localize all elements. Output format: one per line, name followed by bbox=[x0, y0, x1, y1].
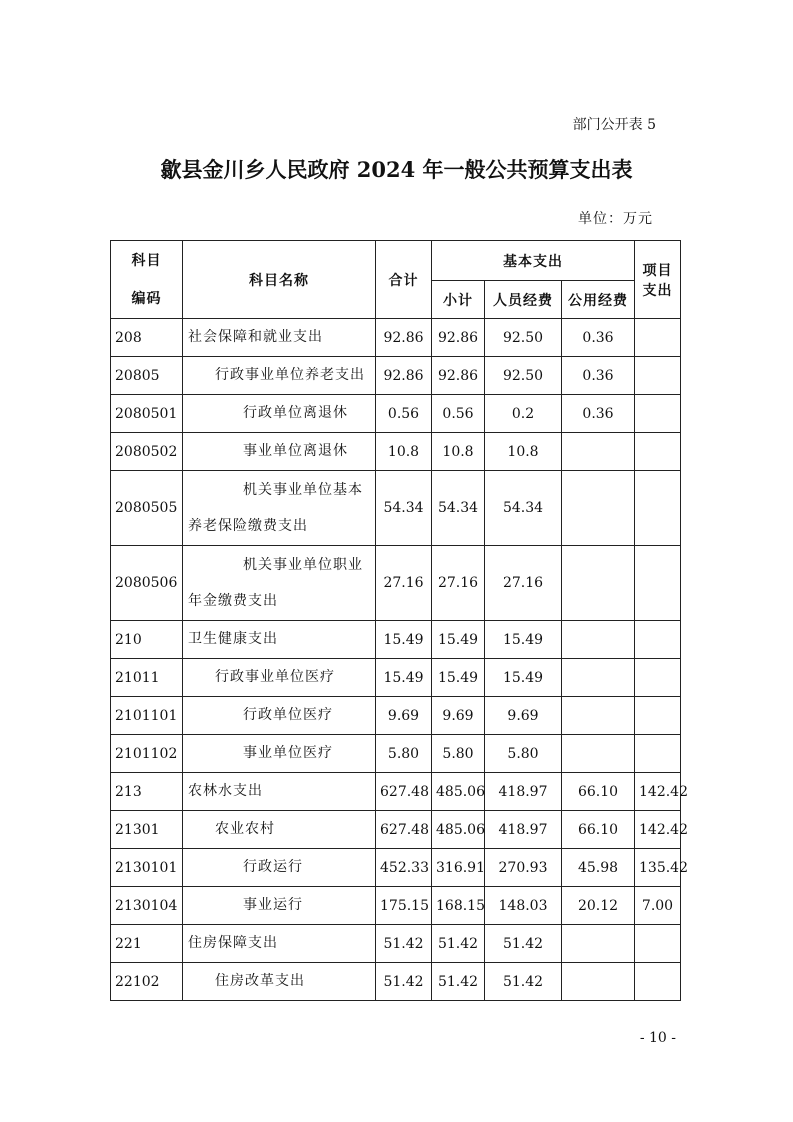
header-code-line1: 科目 bbox=[131, 252, 162, 269]
cell-project bbox=[635, 963, 681, 1001]
cell-personnel: 27.16 bbox=[485, 546, 562, 621]
cell-personnel: 15.49 bbox=[485, 621, 562, 659]
header-code bbox=[111, 241, 183, 319]
table-row bbox=[111, 433, 681, 471]
cell-name: 行政运行 bbox=[183, 849, 376, 887]
cell-public: 0.36 bbox=[562, 357, 635, 395]
cell-subtotal: 316.91 bbox=[432, 849, 485, 887]
cell-project bbox=[635, 357, 681, 395]
cell-name: 事业单位医疗 bbox=[183, 735, 376, 773]
cell-total: 452.33 bbox=[376, 849, 432, 887]
cell-code: 2080501 bbox=[111, 395, 183, 433]
cell-project bbox=[635, 433, 681, 471]
header-project: 项目支出 bbox=[635, 241, 681, 319]
cell-code: 21301 bbox=[111, 811, 183, 849]
cell-total: 92.86 bbox=[376, 319, 432, 357]
cell-code: 20805 bbox=[111, 357, 183, 395]
cell-project bbox=[635, 621, 681, 659]
header-basic: 基本支出 bbox=[432, 241, 635, 281]
table-row bbox=[111, 735, 681, 773]
cell-name: 住房改革支出 bbox=[183, 963, 376, 1001]
cell-subtotal: 51.42 bbox=[432, 925, 485, 963]
cell-personnel: 51.42 bbox=[485, 925, 562, 963]
cell-project bbox=[635, 471, 681, 546]
cell-name: 住房保障支出 bbox=[183, 925, 376, 963]
header-name: 科目名称 bbox=[183, 241, 376, 319]
cell-personnel: 270.93 bbox=[485, 849, 562, 887]
cell-total: 51.42 bbox=[376, 925, 432, 963]
cell-personnel: 0.2 bbox=[485, 395, 562, 433]
cell-subtotal: 9.69 bbox=[432, 697, 485, 735]
cell-code: 2080505 bbox=[111, 471, 183, 546]
table-row bbox=[111, 319, 681, 357]
cell-project: 7.00 bbox=[635, 887, 681, 925]
page-title: 歙县金川乡人民政府 2024 年一般公共预算支出表 bbox=[160, 157, 633, 182]
cell-name: 行政单位医疗 bbox=[183, 697, 376, 735]
cell-subtotal: 54.34 bbox=[432, 471, 485, 546]
cell-name: 行政事业单位养老支出 bbox=[183, 357, 376, 395]
header-row-top bbox=[111, 241, 681, 281]
cell-public bbox=[562, 621, 635, 659]
cell-project bbox=[635, 925, 681, 963]
cell-personnel: 54.34 bbox=[485, 471, 562, 546]
cell-code: 210 bbox=[111, 621, 183, 659]
cell-code: 213 bbox=[111, 773, 183, 811]
table-body bbox=[111, 319, 688, 1001]
cell-name: 事业单位离退休 bbox=[183, 433, 376, 471]
cell-total: 627.48 bbox=[376, 773, 432, 811]
cell-total: 10.8 bbox=[376, 433, 432, 471]
cell-code: 21011 bbox=[111, 659, 183, 697]
cell-name-line1: 机关事业单位职业 bbox=[243, 557, 363, 573]
unit-label: 单位：万元 bbox=[578, 211, 653, 227]
table-row bbox=[111, 887, 681, 925]
cell-total: 92.86 bbox=[376, 357, 432, 395]
cell-project bbox=[635, 697, 681, 735]
cell-name-line2: 年金缴费支出 bbox=[188, 593, 278, 609]
table-row bbox=[111, 659, 681, 697]
budget-table bbox=[110, 240, 688, 1001]
cell-code: 2080502 bbox=[111, 433, 183, 471]
cell-personnel: 418.97 bbox=[485, 811, 562, 849]
cell-total: 54.34 bbox=[376, 471, 432, 546]
cell-subtotal: 92.86 bbox=[432, 357, 485, 395]
cell-personnel: 92.50 bbox=[485, 357, 562, 395]
cell-code: 2101102 bbox=[111, 735, 183, 773]
cell-name: 事业运行 bbox=[183, 887, 376, 925]
cell-code: 221 bbox=[111, 925, 183, 963]
cell-name bbox=[183, 546, 376, 621]
cell-personnel: 92.50 bbox=[485, 319, 562, 357]
table-row bbox=[111, 621, 681, 659]
cell-public: 0.36 bbox=[562, 319, 635, 357]
cell-personnel: 10.8 bbox=[485, 433, 562, 471]
cell-public: 0.36 bbox=[562, 395, 635, 433]
table-row bbox=[111, 546, 681, 621]
cell-subtotal: 15.49 bbox=[432, 621, 485, 659]
header-code-line2: 编码 bbox=[131, 290, 162, 307]
cell-project: 142.42 bbox=[635, 773, 681, 811]
cell-name: 社会保障和就业支出 bbox=[183, 319, 376, 357]
cell-subtotal: 5.80 bbox=[432, 735, 485, 773]
cell-public bbox=[562, 963, 635, 1001]
header-total: 合计 bbox=[376, 241, 432, 319]
cell-public bbox=[562, 546, 635, 621]
cell-code: 2080506 bbox=[111, 546, 183, 621]
table-row bbox=[111, 395, 681, 433]
cell-total: 15.49 bbox=[376, 621, 432, 659]
cell-name bbox=[183, 471, 376, 546]
cell-project bbox=[635, 395, 681, 433]
cell-subtotal: 485.06 bbox=[432, 773, 485, 811]
cell-public: 66.10 bbox=[562, 773, 635, 811]
cell-project bbox=[635, 735, 681, 773]
cell-public bbox=[562, 697, 635, 735]
cell-personnel: 148.03 bbox=[485, 887, 562, 925]
header-personnel: 人员经费 bbox=[485, 281, 562, 319]
cell-public: 45.98 bbox=[562, 849, 635, 887]
cell-personnel: 15.49 bbox=[485, 659, 562, 697]
cell-total: 51.42 bbox=[376, 963, 432, 1001]
cell-project bbox=[635, 659, 681, 697]
table-row bbox=[111, 773, 681, 811]
cell-name: 卫生健康支出 bbox=[183, 621, 376, 659]
cell-personnel: 418.97 bbox=[485, 773, 562, 811]
cell-name: 农业农村 bbox=[183, 811, 376, 849]
cell-total: 0.56 bbox=[376, 395, 432, 433]
cell-total: 5.80 bbox=[376, 735, 432, 773]
cell-public bbox=[562, 735, 635, 773]
cell-public bbox=[562, 659, 635, 697]
table-row bbox=[111, 849, 681, 887]
cell-subtotal: 92.86 bbox=[432, 319, 485, 357]
cell-subtotal: 27.16 bbox=[432, 546, 485, 621]
cell-project bbox=[635, 546, 681, 621]
cell-code: 2101101 bbox=[111, 697, 183, 735]
cell-total: 15.49 bbox=[376, 659, 432, 697]
cell-code: 208 bbox=[111, 319, 183, 357]
cell-subtotal: 10.8 bbox=[432, 433, 485, 471]
cell-public: 66.10 bbox=[562, 811, 635, 849]
cell-name: 农林水支出 bbox=[183, 773, 376, 811]
cell-code: 2130101 bbox=[111, 849, 183, 887]
cell-subtotal: 15.49 bbox=[432, 659, 485, 697]
cell-project bbox=[635, 319, 681, 357]
cell-total: 175.15 bbox=[376, 887, 432, 925]
cell-total: 627.48 bbox=[376, 811, 432, 849]
page-tag: 部门公开表 5 bbox=[572, 117, 656, 133]
table-row bbox=[111, 963, 681, 1001]
cell-total: 27.16 bbox=[376, 546, 432, 621]
table-row bbox=[111, 471, 681, 546]
cell-name: 行政事业单位医疗 bbox=[183, 659, 376, 697]
cell-subtotal: 168.15 bbox=[432, 887, 485, 925]
cell-subtotal: 0.56 bbox=[432, 395, 485, 433]
table-row bbox=[111, 357, 681, 395]
cell-public bbox=[562, 471, 635, 546]
cell-public bbox=[562, 925, 635, 963]
cell-code: 2130104 bbox=[111, 887, 183, 925]
cell-name-line2: 养老保险缴费支出 bbox=[188, 518, 308, 534]
table-row bbox=[111, 811, 681, 849]
cell-total: 9.69 bbox=[376, 697, 432, 735]
cell-code: 22102 bbox=[111, 963, 183, 1001]
table-row bbox=[111, 925, 681, 963]
cell-personnel: 9.69 bbox=[485, 697, 562, 735]
cell-subtotal: 485.06 bbox=[432, 811, 485, 849]
table-row bbox=[111, 697, 681, 735]
header-subtotal: 小计 bbox=[432, 281, 485, 319]
header-public: 公用经费 bbox=[562, 281, 635, 319]
cell-public bbox=[562, 433, 635, 471]
cell-project: 135.42 bbox=[635, 849, 681, 887]
cell-subtotal: 51.42 bbox=[432, 963, 485, 1001]
cell-name: 行政单位离退休 bbox=[183, 395, 376, 433]
page-number: - 10 - bbox=[639, 1030, 676, 1046]
cell-name-line1: 机关事业单位基本 bbox=[243, 482, 363, 498]
cell-public: 20.12 bbox=[562, 887, 635, 925]
cell-project: 142.42 bbox=[635, 811, 681, 849]
cell-personnel: 51.42 bbox=[485, 963, 562, 1001]
cell-personnel: 5.80 bbox=[485, 735, 562, 773]
